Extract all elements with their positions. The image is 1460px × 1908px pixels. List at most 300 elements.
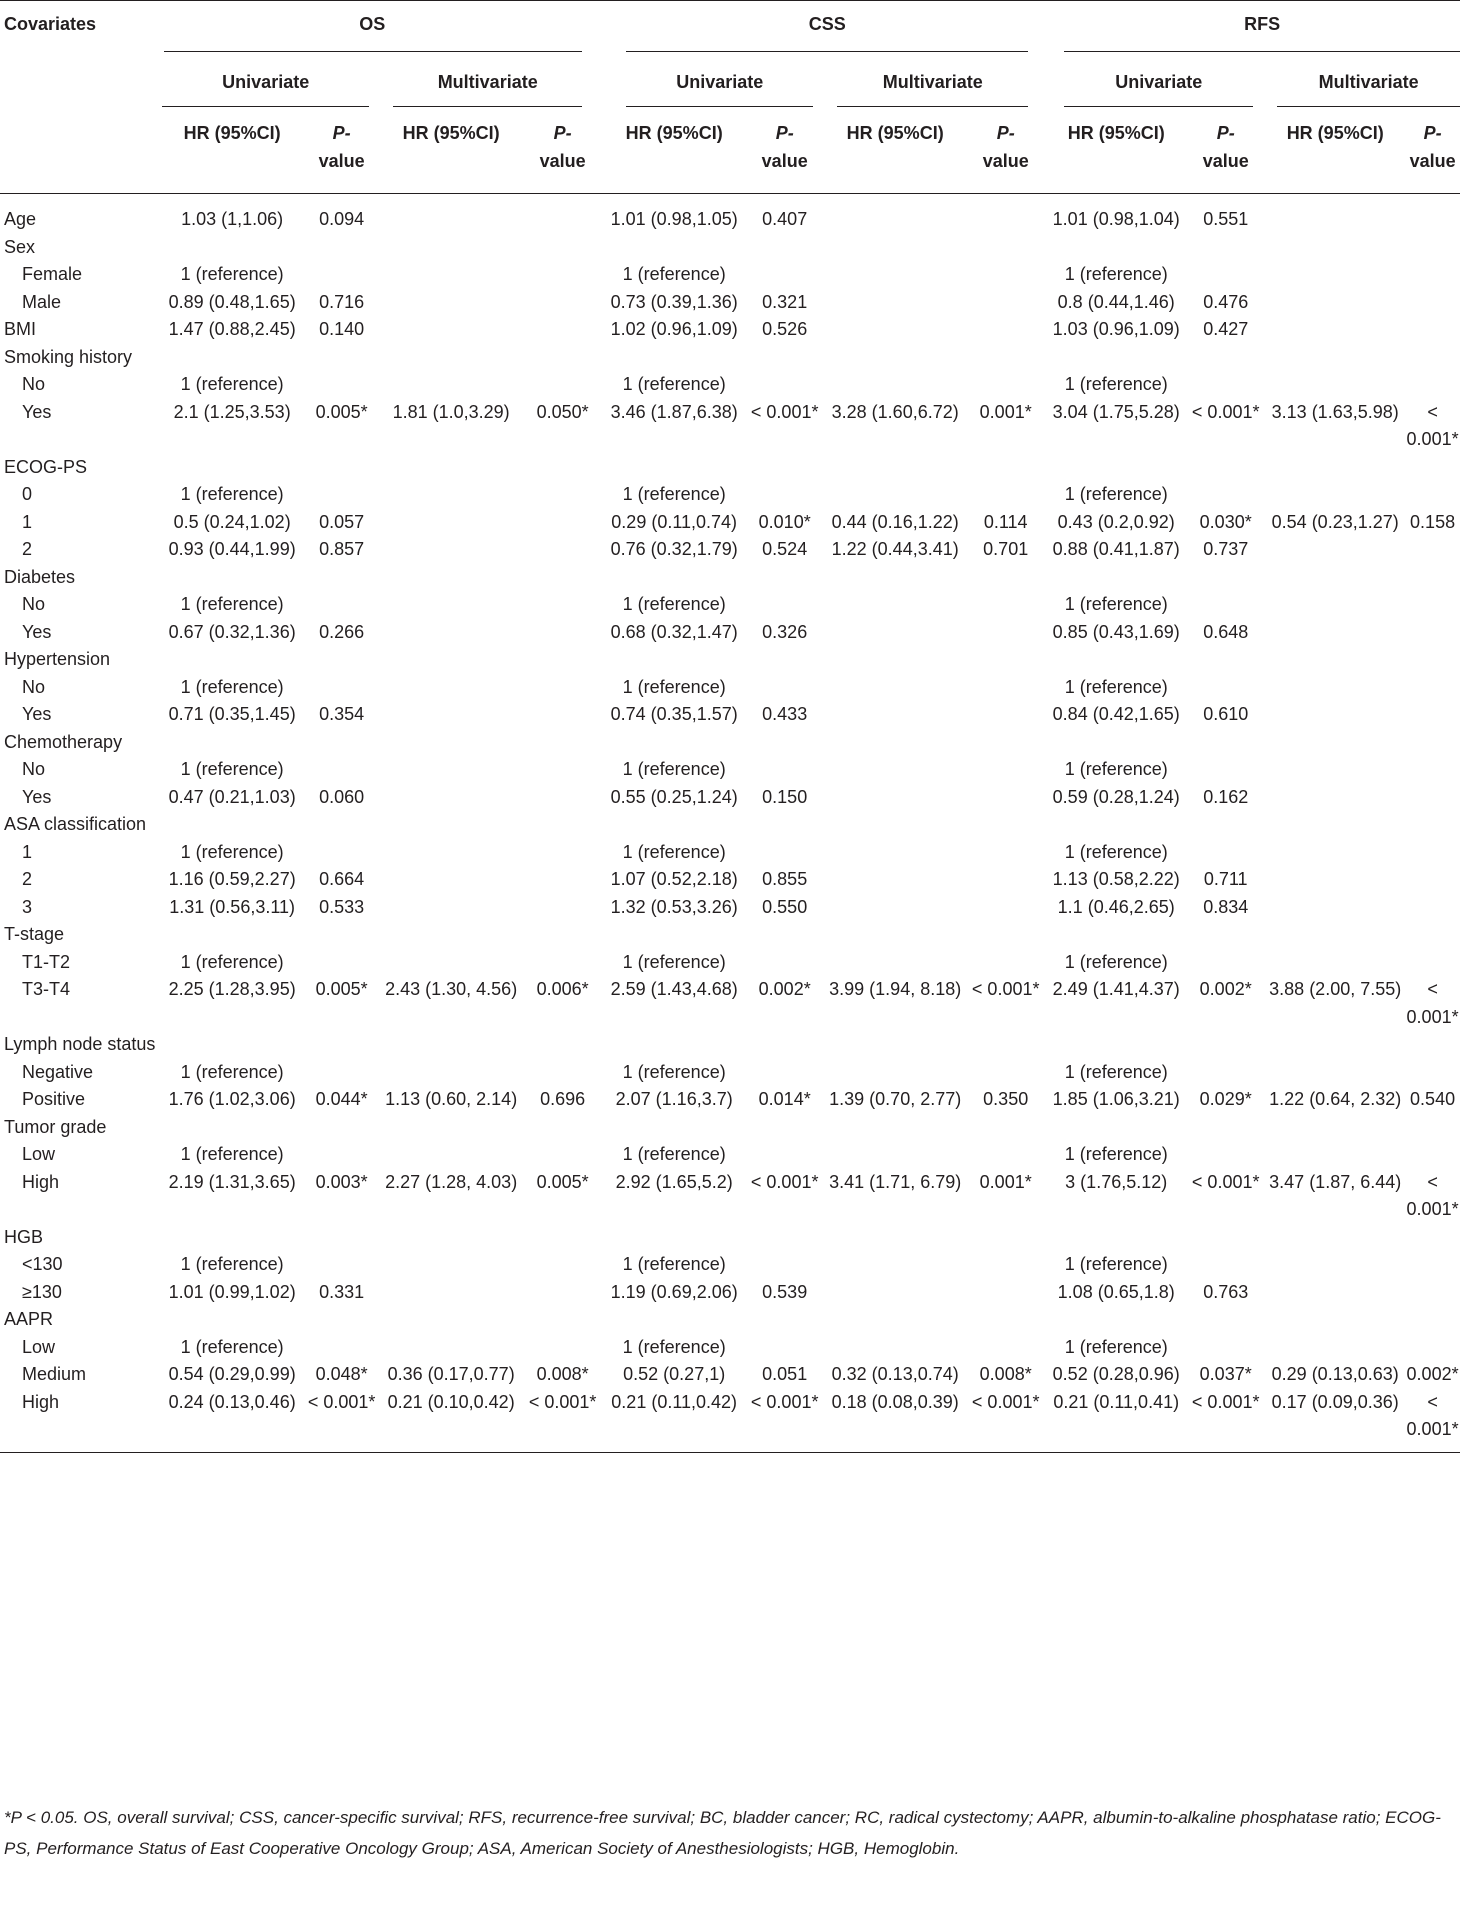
p-value-cell: 0.526 [762,319,808,339]
hr-cell: 1 (reference) [622,484,726,504]
p-value-cell: 0.150 [762,786,808,807]
p-value-header-value: value [318,151,365,171]
p-value-cell [521,921,604,949]
p-value-cell [744,454,825,482]
p-value-cell [302,811,381,839]
hr-cell [381,316,521,344]
p-value-cell [965,866,1046,894]
hr-cell [381,261,521,289]
hr-cell [1265,316,1405,344]
p-value-cell [302,1031,381,1059]
hr-cell: 0.88 (0.41,1.87) [1052,539,1180,559]
p-value-cell [1405,234,1460,262]
p-value-cell [302,1059,381,1087]
hr-column-header: HR (95%CI) [381,113,521,194]
p-value-cell [1405,1334,1460,1362]
p-value-cell: < 0.001* [1186,1389,1265,1453]
p-value-cell [302,674,381,702]
hr-cell [162,1031,302,1059]
p-value-cell [744,591,825,619]
hr-cell [825,261,965,289]
p-value-cell: < 0.001* [521,1389,604,1453]
hr-cell: 0.29 (0.13,0.63) [1271,1364,1399,1384]
hr-cell: 1 (reference) [1064,484,1168,504]
p-value-cell: 0.354 [319,704,365,724]
p-value-cell [744,481,825,509]
hr-cell [1265,784,1405,812]
p-value-cell [1405,1031,1460,1059]
table-row [0,1361,1460,1389]
hr-cell: 0.93 (0.44,1.99) [168,539,296,559]
hr-cell [604,646,744,674]
hr-cell [825,371,965,399]
covariate-label: Sex [4,236,36,257]
covariate-label: Yes [22,704,52,724]
hr-cell [1265,729,1405,757]
p-value-cell [1405,921,1460,949]
p-value-cell [302,949,381,977]
p-value-cell: 0.005* [315,979,368,999]
hr-cell [381,591,521,619]
p-value-cell [521,839,604,867]
p-value-cell: 0.003* [315,1171,368,1192]
table-row [0,701,1460,729]
p-value-cell: < 0.001* [1191,1171,1260,1192]
p-value-cell [1186,839,1265,867]
p-value-cell [302,564,381,592]
hr-cell [381,949,521,977]
p-value-cell: 0.010* [758,511,811,532]
hr-cell: 3.28 (1.60,6.72) [831,401,959,422]
hr-cell: 0.73 (0.39,1.36) [610,291,738,312]
table-row [0,646,1460,674]
p-value-cell [1186,371,1265,399]
hr-cell [1265,839,1405,867]
p-value-cell: < 0.001* [1406,401,1459,449]
hr-cell [1046,234,1186,262]
hr-cell: 3.13 (1.63,5.98) [1271,401,1399,422]
hr-cell [604,1031,744,1059]
hr-cell: 1 (reference) [1064,1254,1168,1274]
hr-cell: 1 (reference) [180,1336,284,1357]
p-value-cell [521,481,604,509]
p-value-cell [1405,619,1460,647]
hr-cell [825,1224,965,1252]
hr-cell [381,344,521,372]
hr-cell [604,344,744,372]
empty-header-cell [0,63,162,113]
table-body [0,194,1460,1453]
hr-cell [162,1114,302,1142]
p-value-cell: 0.001* [979,401,1032,422]
hr-cell: 1.31 (0.56,3.11) [169,896,296,917]
p-value-cell [744,1334,825,1362]
hr-cell [381,289,521,317]
hr-cell [162,921,302,949]
hr-cell: 1 (reference) [180,951,284,972]
hr-cell: 1 (reference) [622,841,726,862]
p-value-cell: 0.002* [758,979,811,999]
p-value-cell: 0.060 [319,786,365,807]
table-row [0,1169,1460,1224]
hr-cell: 1 (reference) [180,676,284,697]
hr-cell [162,454,302,482]
p-value-cell: 0.014* [758,1089,811,1109]
p-value-cell [521,1031,604,1059]
hr-cell [381,784,521,812]
hr-cell [604,729,744,757]
p-value-cell [1186,674,1265,702]
hr-cell [825,1334,965,1362]
table-row [0,619,1460,647]
hr-cell [1265,454,1405,482]
table-row [0,371,1460,399]
hr-cell: 1.01 (0.98,1.05) [610,209,738,229]
hr-cell: 1 (reference) [622,1144,726,1164]
p-value-cell [965,1224,1046,1252]
p-value-header-p: P- [553,123,572,143]
p-value-cell [521,234,604,262]
p-value-cell: 0.094 [319,209,365,229]
p-value-cell [965,289,1046,317]
hr-cell: 2.25 (1.28,3.95) [168,979,296,999]
table-row [0,316,1460,344]
hr-cell: 1.16 (0.59,2.27) [168,869,296,889]
p-value-cell [521,756,604,784]
p-value-cell: 0.162 [1203,786,1249,807]
p-value-cell [521,894,604,922]
hr-cell: 0.29 (0.11,0.74) [611,511,738,532]
covariates-header: Covariates [4,14,97,34]
p-value-cell: 0.001* [979,1171,1032,1192]
p-value-cell: 0.002* [1199,979,1252,999]
p-value-cell [744,1251,825,1279]
covariate-label: T1-T2 [22,951,71,972]
p-value-cell [1405,261,1460,289]
p-value-cell [1186,921,1265,949]
p-value-cell [1405,1059,1460,1087]
group-header-os-label: OS [359,14,386,34]
p-value-cell [1405,1141,1460,1169]
p-value-cell: 0.044* [315,1089,368,1109]
table-row [0,894,1460,922]
p-value-cell: 0.539 [762,1281,808,1302]
p-value-cell [302,234,381,262]
covariate-label: T-stage [4,924,65,944]
group-header-os [162,1,604,64]
hr-cell: 1 (reference) [1064,264,1168,284]
p-value-cell: 0.701 [983,539,1029,559]
hr-cell: 0.32 (0.13,0.74) [831,1364,959,1384]
hr-cell [1265,1251,1405,1279]
table-row [0,1031,1460,1059]
p-value-cell [1186,1224,1265,1252]
p-value-cell [965,949,1046,977]
hr-cell: 1.13 (0.58,2.22) [1052,869,1180,889]
hr-cell [381,839,521,867]
hr-cell: 1.1 (0.46,2.65) [1057,896,1175,917]
hr-cell [825,591,965,619]
hr-cell [825,344,965,372]
p-value-cell: 0.550 [762,896,808,917]
p-value-cell: 0.716 [319,291,365,312]
covariate-label: BMI [4,319,37,339]
p-value-cell [965,1334,1046,1362]
p-value-cell [521,729,604,757]
p-value-header-p: P- [332,123,351,143]
hr-cell [162,1224,302,1252]
hr-cell: 0.71 (0.35,1.45) [168,704,296,724]
p-value-cell: 0.331 [319,1281,365,1302]
subgroup-header-label: Multivariate [1318,71,1419,92]
table-row [0,1224,1460,1252]
covariate-label: 3 [22,896,33,917]
p-value-cell [302,756,381,784]
p-value-cell [965,371,1046,399]
p-value-cell [1405,866,1460,894]
p-value-cell: < 0.001* [302,1389,381,1453]
hr-cell: 1 (reference) [622,1254,726,1274]
hr-cell [1265,591,1405,619]
p-value-cell [965,1059,1046,1087]
p-value-cell: 0.540 [1410,1089,1456,1109]
hr-cell: 1.07 (0.52,2.18) [610,869,738,889]
hr-cell [162,344,302,372]
p-value-cell [965,564,1046,592]
p-value-cell [1186,1306,1265,1334]
hr-cell [825,921,965,949]
p-value-cell [744,1224,825,1252]
hr-cell [162,1306,302,1334]
p-value-cell [965,344,1046,372]
hr-cell: 1 (reference) [1064,759,1168,779]
hr-cell: 1 (reference) [180,759,284,779]
p-value-cell [1405,756,1460,784]
p-value-cell [744,811,825,839]
p-value-header-value: value [539,151,586,171]
p-value-cell [965,1251,1046,1279]
hr-cell: 0.54 (0.23,1.27) [1271,511,1399,532]
covariate-label: Yes [22,401,52,422]
hr-cell [825,454,965,482]
covariate-label: High [22,1171,60,1192]
hr-cell: 1.22 (0.44,3.41) [831,539,959,559]
hr-cell: 1 (reference) [622,1336,726,1357]
p-value-cell: 0.433 [762,704,808,724]
hr-cell [381,1279,521,1307]
p-value-cell: 0.648 [1203,621,1249,642]
table-row [0,564,1460,592]
hr-cell [825,289,965,317]
covariate-label: Yes [22,621,52,642]
p-value-cell: 0.030* [1199,511,1252,532]
p-value-cell [521,1114,604,1142]
p-value-cell: 0.051 [762,1364,808,1384]
hr-cell: 3.47 (1.87, 6.44) [1269,1171,1402,1192]
covariate-label: Positive [22,1089,86,1109]
table-row [0,811,1460,839]
p-value-cell [744,371,825,399]
hr-cell: 1 (reference) [1064,1144,1168,1164]
table-row [0,1389,1460,1453]
covariate-label: No [22,374,46,394]
p-value-cell [744,949,825,977]
p-value-column-header [965,113,1046,194]
hr-cell [381,481,521,509]
p-value-cell: 0.711 [1203,869,1248,889]
table-row [0,729,1460,757]
hr-cell [825,1306,965,1334]
hr-cell [825,481,965,509]
covariate-label: Negative [22,1061,94,1082]
p-value-cell [521,784,604,812]
hr-cell: 0.59 (0.28,1.24) [1052,786,1180,807]
table-row [0,194,1460,234]
hr-cell [1265,811,1405,839]
p-value-cell [965,1279,1046,1307]
p-value-cell [521,316,604,344]
p-value-cell [965,646,1046,674]
p-value-cell: 0.321 [762,291,808,312]
covariate-label: HGB [4,1226,44,1247]
hr-cell: 1 (reference) [180,1144,284,1164]
hr-cell [381,921,521,949]
table-row [0,1251,1460,1279]
p-value-cell [1405,289,1460,317]
subgroup-header [1046,63,1265,113]
hr-column-header: HR (95%CI) [1265,113,1405,194]
hr-cell [381,674,521,702]
hr-cell: 1 (reference) [180,484,284,504]
hr-cell [1046,811,1186,839]
covariate-label: Medium [22,1364,87,1384]
hr-cell [1046,646,1186,674]
p-value-cell [1405,784,1460,812]
hr-cell: 1 (reference) [622,759,726,779]
subgroup-header [1265,63,1460,113]
subgroup-header [381,63,604,113]
p-value-cell [302,1224,381,1252]
hr-cell [825,1279,965,1307]
hr-cell: 3 (1.76,5.12) [1065,1171,1168,1192]
hr-cell [1265,949,1405,977]
p-value-cell [965,756,1046,784]
subgroup-header-label: Univariate [222,71,310,92]
p-value-cell: 0.763 [1203,1281,1249,1302]
p-value-cell: 0.350 [983,1089,1029,1109]
p-value-cell [1405,894,1460,922]
hr-cell: 0.74 (0.35,1.57) [610,704,738,724]
hr-column-header: HR (95%CI) [1046,113,1186,194]
p-value-cell [1186,756,1265,784]
p-value-header-value: value [1409,151,1456,171]
p-value-column-header [521,113,604,194]
covariate-label: Chemotherapy [4,731,123,752]
hr-cell [825,619,965,647]
p-value-cell [302,1334,381,1362]
p-value-cell [521,564,604,592]
p-value-cell [521,194,604,234]
p-value-cell [965,234,1046,262]
hr-cell [825,194,965,234]
hr-cell [1265,481,1405,509]
p-value-cell: 0.407 [762,209,808,229]
covariate-label: Low [22,1144,56,1164]
hr-cell: 0.55 (0.25,1.24) [610,786,738,807]
hr-cell: 1.08 (0.65,1.8) [1057,1281,1175,1302]
p-value-cell [1186,261,1265,289]
p-value-cell [1405,1224,1460,1252]
p-value-cell: 0.857 [319,539,365,559]
hr-cell: 0.44 (0.16,1.22) [831,511,959,532]
hr-cell: 1 (reference) [180,841,284,862]
hr-cell [604,811,744,839]
p-value-cell [744,1031,825,1059]
covariate-label: Age [4,209,37,229]
hr-cell [825,234,965,262]
hr-cell: 1.76 (1.02,3.06) [168,1089,296,1109]
table-row [0,454,1460,482]
p-value-cell: 0.008* [536,1364,589,1384]
table-row [0,1279,1460,1307]
hr-cell [381,811,521,839]
hr-cell: 1.22 (0.64, 2.32) [1269,1089,1402,1109]
p-value-cell [744,1306,825,1334]
hr-cell [1046,1031,1186,1059]
covariate-label: 1 [22,841,33,862]
p-value-cell [1186,729,1265,757]
hr-cell [604,454,744,482]
p-value-cell: 0.050* [536,401,589,422]
hr-cell: 1.01 (0.98,1.04) [1052,209,1180,229]
p-value-cell [1405,949,1460,977]
p-value-cell [521,1224,604,1252]
hr-cell: 1 (reference) [622,264,726,284]
hr-cell [381,564,521,592]
p-value-cell [521,509,604,537]
hr-cell [1046,1306,1186,1334]
p-value-cell [744,261,825,289]
hr-cell: 3.46 (1.87,6.38) [610,401,738,422]
table-row [0,289,1460,317]
subgroup-header [825,63,1046,113]
p-value-cell: < 0.001* [1406,1171,1459,1219]
hr-cell [825,316,965,344]
hr-cell: 0.47 (0.21,1.03) [168,786,296,807]
p-value-cell: 0.008* [979,1364,1032,1384]
covariate-label: 1 [22,511,33,532]
hr-cell [162,811,302,839]
hr-cell: 2.19 (1.31,3.65) [168,1171,296,1192]
hr-cell: 2.49 (1.41,4.37) [1052,979,1180,999]
hr-cell [825,646,965,674]
p-value-cell [521,591,604,619]
p-value-cell [302,481,381,509]
p-value-cell [521,1141,604,1169]
table-row [0,399,1460,454]
hr-column-header: HR (95%CI) [162,113,302,194]
p-value-cell [521,1279,604,1307]
p-value-cell: 0.834 [1203,896,1249,917]
hr-cell [1265,756,1405,784]
p-value-cell [1186,1141,1265,1169]
table-row [0,866,1460,894]
p-value-cell [965,591,1046,619]
hr-cell: 3.41 (1.71, 6.79) [829,1171,962,1192]
covariate-label: Diabetes [4,566,76,587]
covariate-label: Yes [22,786,52,807]
hr-cell: 0.18 (0.08,0.39) [825,1389,965,1453]
